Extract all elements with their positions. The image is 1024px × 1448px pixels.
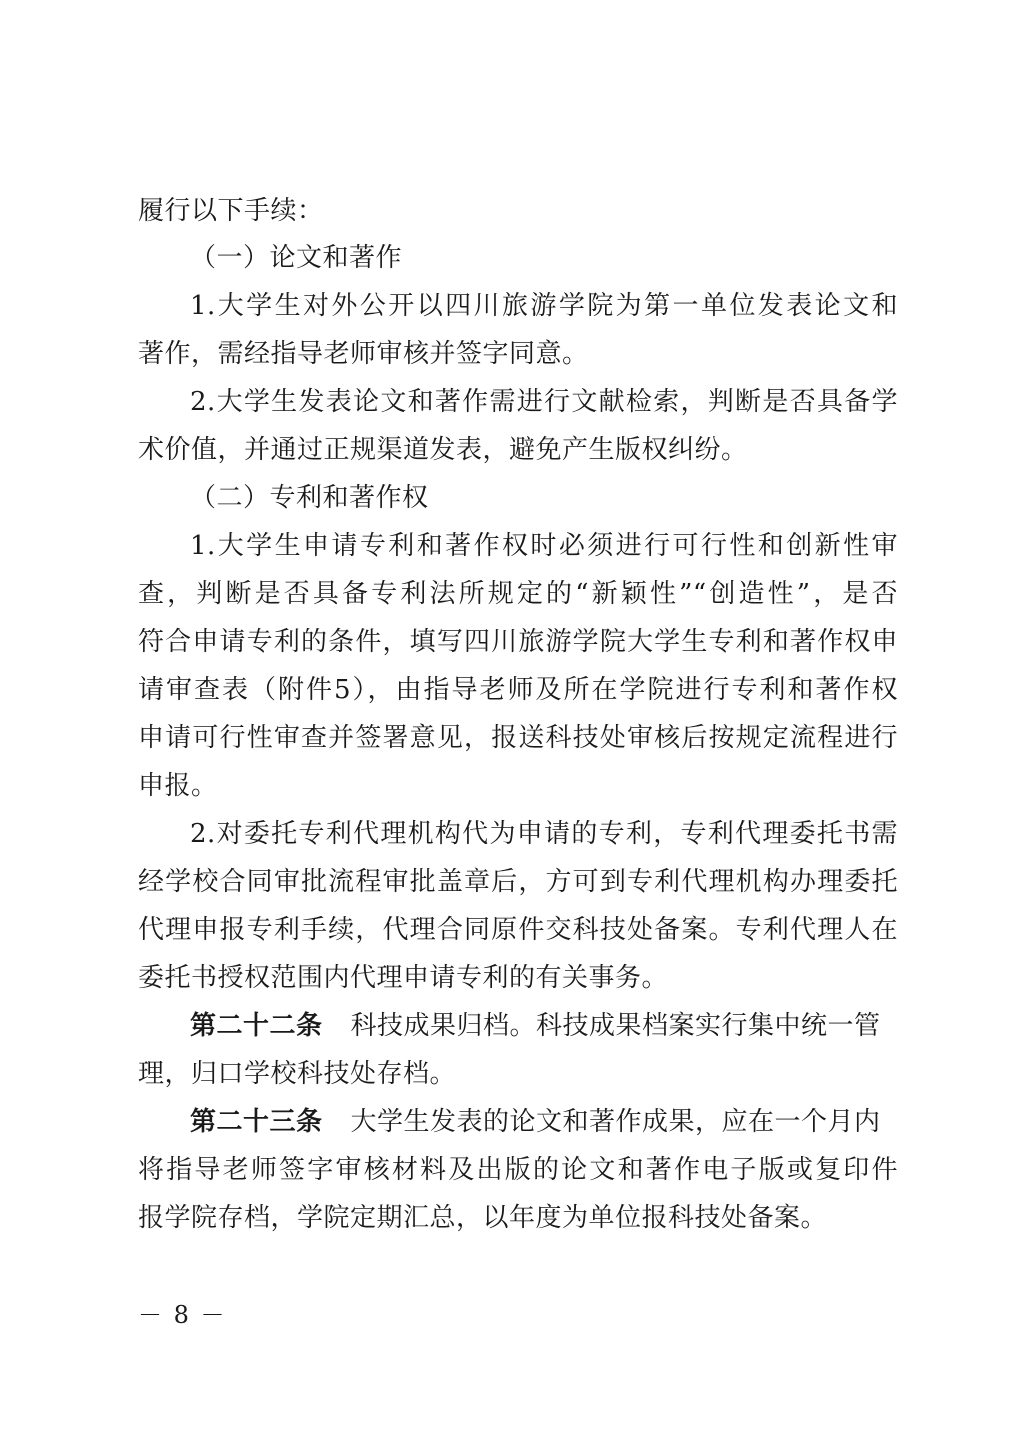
text-line: 符合申请专利的条件，填写四川旅游学院大学生专利和著作权申	[138, 627, 898, 657]
text-line: 理，归口学校科技处存档。	[138, 1059, 457, 1089]
text-line: 经学校合同审批流程审批盖章后，方可到专利代理机构办理委托	[138, 867, 898, 897]
text-line: 著作，需经指导老师审核并签字同意。	[138, 339, 589, 369]
text-line: 1.大学生申请专利和著作权时必须进行可行性和创新性审	[190, 531, 898, 561]
article-23-text: 大学生发表的论文和著作成果，应在一个月内	[350, 1107, 881, 1137]
text-line: 查，判断是否具备专利法所规定的“新颖性”“创造性”，是否	[138, 579, 898, 609]
article-22-text: 科技成果归档。科技成果档案实行集中统一管	[350, 1011, 881, 1041]
section-heading-patents: （二）专利和著作权	[190, 483, 429, 513]
text-line: 2.大学生发表论文和著作需进行文献检索，判断是否具备学	[190, 387, 898, 417]
text-line: 将指导老师签字审核材料及出版的论文和著作电子版或复印件	[138, 1155, 898, 1185]
text-line: 委托书授权范围内代理申请专利的有关事务。	[138, 963, 669, 993]
text-line: 请审查表（附件5），由指导老师及所在学院进行专利和著作权	[138, 675, 898, 705]
article-22-line	[190, 1009, 898, 1043]
text-line: 1.大学生对外公开以四川旅游学院为第一单位发表论文和	[190, 291, 898, 321]
text-line: 术价值，并通过正规渠道发表，避免产生版权纠纷。	[138, 435, 748, 465]
text-line: 申请可行性审查并签署意见，报送科技处审核后按规定流程进行	[138, 723, 898, 753]
article-22-label: 第二十二条	[190, 1011, 323, 1041]
article-23-line	[190, 1105, 898, 1139]
article-23-label: 第二十三条	[190, 1107, 323, 1137]
text-line: 代理申报专利手续，代理合同原件交科技处备案。专利代理人在	[138, 915, 898, 945]
text-line: 申报。	[138, 771, 218, 801]
text-line: 履行以下手续：	[138, 196, 324, 226]
text-line: 2.对委托专利代理机构代为申请的专利，专利代理委托书需	[190, 819, 898, 849]
text-line: 报学院存档，学院定期汇总，以年度为单位报科技处备案。	[138, 1203, 828, 1233]
page-number: － 8 －	[138, 1301, 227, 1329]
section-heading-papers: （一）论文和著作	[190, 243, 403, 273]
